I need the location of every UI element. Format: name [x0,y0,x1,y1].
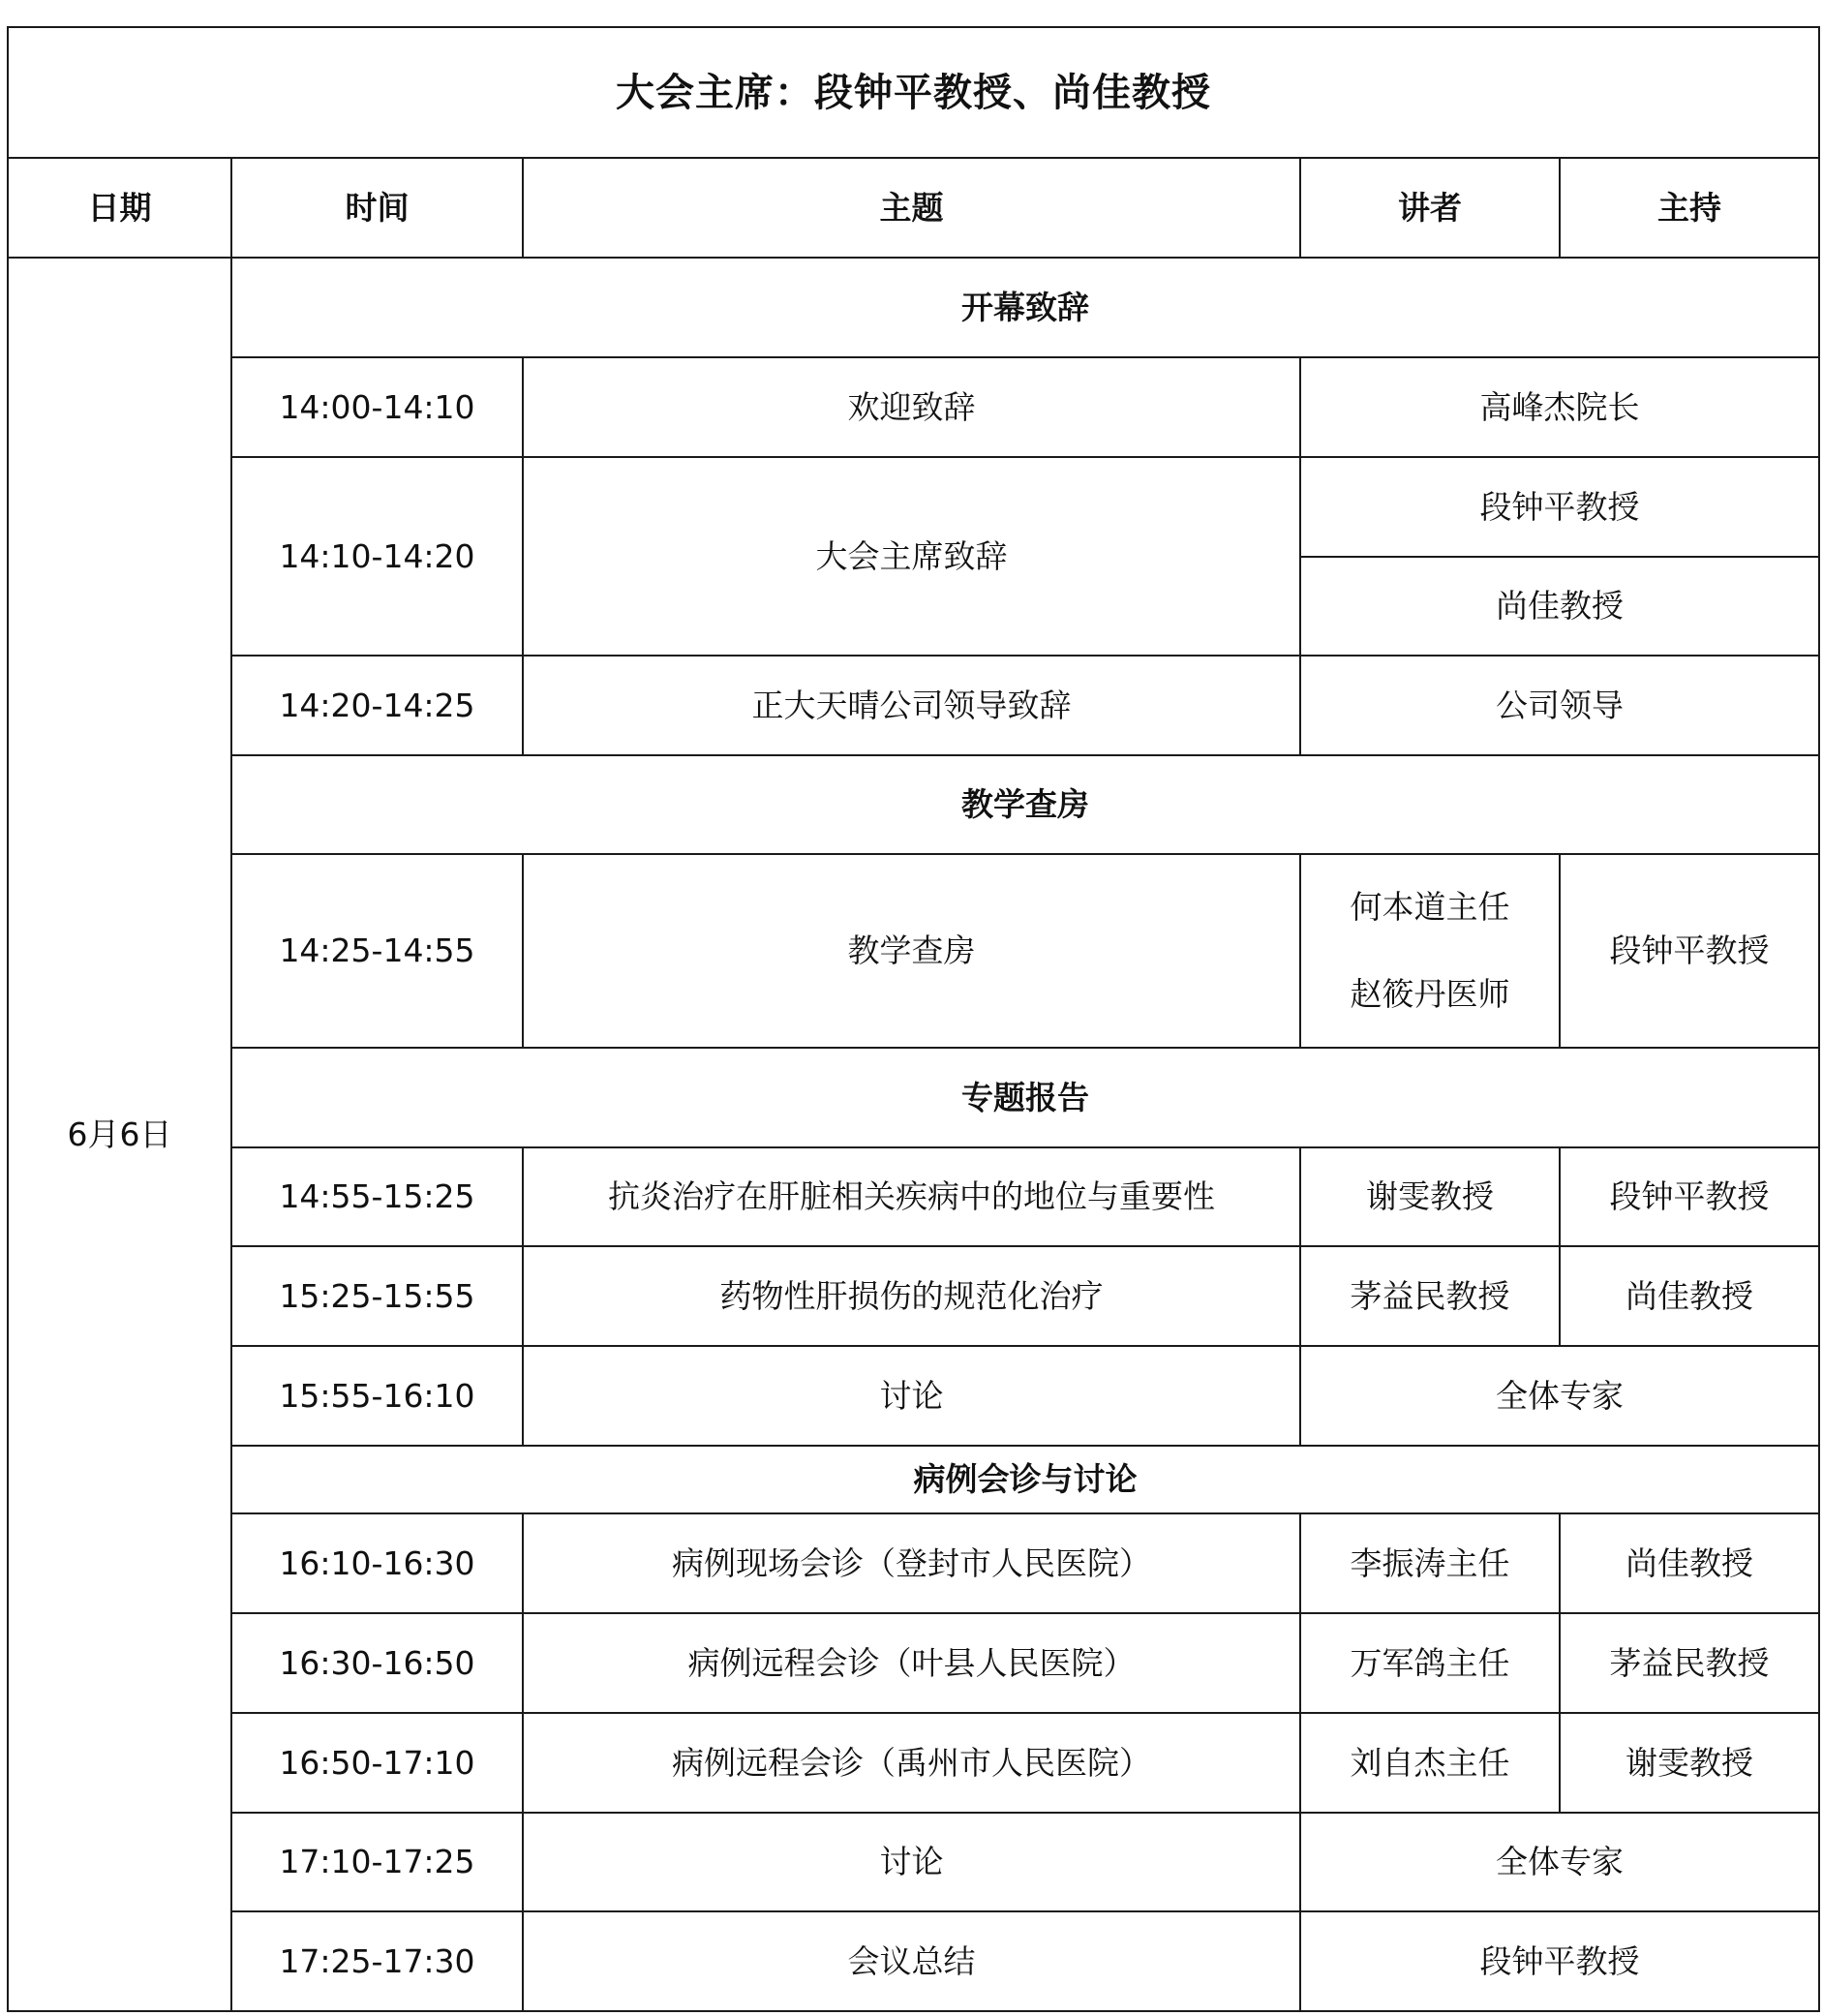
table-row [8,1613,1819,1713]
table-row [8,1713,1819,1813]
host-cell: 段钟平教授 [1560,854,1819,1048]
topic-cell: 正大天晴公司领导致辞 [523,656,1300,755]
conference-chair-title: 大会主席：段钟平教授、尚佳教授 [8,27,1819,158]
speaker-cell: 李振涛主任 [1300,1513,1560,1613]
time-cell: 16:10-16:30 [231,1513,523,1613]
host-cell: 茅益民教授 [1560,1613,1819,1713]
time-cell: 17:25-17:30 [231,1911,523,2011]
topic-cell: 大会主席致辞 [523,457,1300,656]
table-row [8,1911,1819,2011]
table-row [8,1346,1819,1446]
host-cell: 尚佳教授 [1560,1513,1819,1613]
section-row [8,1446,1819,1513]
speaker-host-cell: 尚佳教授 [1300,557,1819,656]
time-cell: 16:30-16:50 [231,1613,523,1713]
topic-cell: 药物性肝损伤的规范化治疗 [523,1246,1300,1346]
time-cell: 14:55-15:25 [231,1147,523,1246]
time-cell: 15:55-16:10 [231,1346,523,1446]
speaker-host-cell: 段钟平教授 [1300,1911,1819,2011]
header-speaker: 讲者 [1300,158,1560,258]
speaker-cell [1300,854,1560,1048]
time-cell: 14:25-14:55 [231,854,523,1048]
speaker-host-cell: 高峰杰院长 [1300,357,1819,457]
section-row [8,258,1819,357]
time-cell: 14:00-14:10 [231,357,523,457]
table-row [8,656,1819,755]
section-special-reports: 专题报告 [231,1048,1819,1147]
header-time: 时间 [231,158,523,258]
table-row [8,854,1819,1048]
header-topic: 主题 [523,158,1300,258]
topic-cell: 病例远程会诊（禹州市人民医院） [523,1713,1300,1813]
date-cell: 6月6日 [8,258,231,2011]
table-row [8,457,1819,557]
table-row [8,1246,1819,1346]
topic-cell: 会议总结 [523,1911,1300,2011]
speaker-host-cell: 段钟平教授 [1300,457,1819,557]
header-host: 主持 [1560,158,1819,258]
speaker-host-cell: 全体专家 [1300,1346,1819,1446]
time-cell: 14:20-14:25 [231,656,523,755]
topic-cell: 讨论 [523,1813,1300,1911]
topic-cell: 病例远程会诊（叶县人民医院） [523,1613,1300,1713]
topic-cell: 欢迎致辞 [523,357,1300,457]
table-row [8,357,1819,457]
speaker-cell: 万军鸽主任 [1300,1613,1560,1713]
section-row [8,1048,1819,1147]
time-cell: 15:25-15:55 [231,1246,523,1346]
section-case-consultation: 病例会诊与讨论 [231,1446,1819,1513]
speaker-name: 赵筱丹医师 [1350,975,1510,1013]
speaker-host-cell: 全体专家 [1300,1813,1819,1911]
table-row [8,1813,1819,1911]
section-teaching-rounds: 教学查房 [231,755,1819,854]
host-cell: 尚佳教授 [1560,1246,1819,1346]
table-row [8,1513,1819,1613]
title-row [8,27,1819,158]
speaker-cell: 刘自杰主任 [1300,1713,1560,1813]
speaker-name: 何本道主任 [1350,888,1510,927]
time-cell: 16:50-17:10 [231,1713,523,1813]
speaker-host-cell: 公司领导 [1300,656,1819,755]
conference-schedule-table [7,26,1820,2012]
topic-cell: 教学查房 [523,854,1300,1048]
header-date: 日期 [8,158,231,258]
section-opening: 开幕致辞 [231,258,1819,357]
topic-cell: 病例现场会诊（登封市人民医院） [523,1513,1300,1613]
time-cell: 17:10-17:25 [231,1813,523,1911]
host-cell: 段钟平教授 [1560,1147,1819,1246]
table-row [8,1147,1819,1246]
topic-cell: 抗炎治疗在肝脏相关疾病中的地位与重要性 [523,1147,1300,1246]
speaker-cell: 茅益民教授 [1300,1246,1560,1346]
host-cell: 谢雯教授 [1560,1713,1819,1813]
topic-cell: 讨论 [523,1346,1300,1446]
header-row [8,158,1819,258]
section-row [8,755,1819,854]
speaker-cell: 谢雯教授 [1300,1147,1560,1246]
time-cell: 14:10-14:20 [231,457,523,656]
